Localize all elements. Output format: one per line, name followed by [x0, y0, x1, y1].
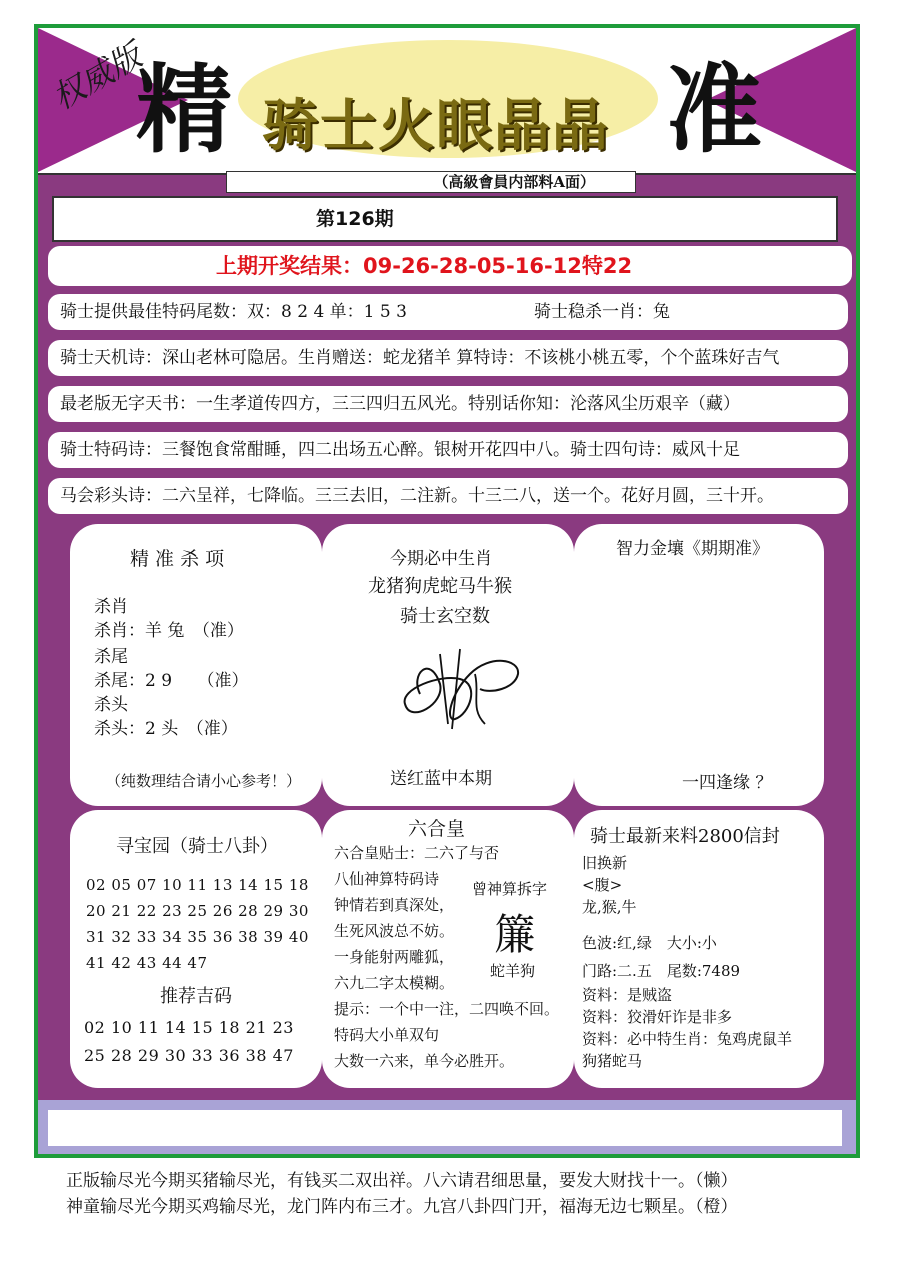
info-row: [48, 478, 848, 514]
subtitle: （高級會員内部料A面）: [226, 171, 636, 193]
recommend-row: 25 28 29 30 33 36 38 47: [84, 1046, 294, 1065]
letter-line: 色波:红,绿 大小:小: [582, 934, 717, 952]
treasure-card: [70, 810, 322, 1088]
card-title: 精 准 杀 项: [130, 548, 225, 570]
info-row: [48, 432, 848, 468]
card-title: 骑士最新来料2800信封: [590, 826, 780, 847]
lhh-line: 大数一六来，单今必胜开。: [334, 1052, 515, 1070]
lhh-line: 六九二字太模糊。: [334, 974, 455, 992]
info-row: [48, 294, 848, 330]
info-row: [48, 386, 848, 422]
header-banner: [38, 28, 856, 173]
kill-line: 杀肖：羊 兔 （准）: [94, 621, 244, 641]
lhh-line: 提示：一个中一注，二四唤不回。: [334, 1000, 560, 1018]
letter-line: 旧换新: [582, 854, 628, 872]
lhh-line: 八仙神算特码诗: [334, 870, 440, 888]
number-row: 02 05 07 10 11 13 14 15 18: [86, 876, 309, 894]
row-text: 骑士天机诗：深山老林可隐居。生肖赠送：蛇龙猪羊 算特诗：不该桃小桃五零，个个蓝珠好吉气: [60, 348, 780, 368]
kill-card: [70, 524, 322, 806]
signature-icon: [400, 634, 530, 734]
lhh-line: 钟情若到真深处，: [334, 896, 455, 914]
weekly-footer: 一四逢缘 ？: [682, 773, 773, 793]
recommend-row: 02 10 11 14 15 18 21 23: [84, 1018, 294, 1037]
letter-line: 资料：狡滑奸诈是非多: [582, 1008, 733, 1026]
letter-line: <腹>: [582, 876, 623, 894]
card-title: 六合皇: [408, 818, 466, 840]
number-row: 41 42 43 44 47: [86, 954, 208, 972]
last-result: 上期开奖结果：09-26-28-05-16-12特22: [48, 246, 852, 286]
weekly-card: [574, 524, 824, 806]
authority-stamp: 权威版: [45, 36, 149, 118]
mystic-number-label: 骑士玄空数: [400, 606, 490, 627]
letter-line: 资料：必中特生肖：兔鸡虎鼠羊: [582, 1030, 793, 1048]
card-title: 智力金壤《期期准》: [616, 539, 769, 559]
bottom-verse: 正版输尽光今期买猪输尽光，有钱买二双出祥。八六请君细思量，要发大财找十一。（懒）: [66, 1171, 738, 1191]
kill-note: （纯数理结合请小心参考！）: [106, 772, 302, 790]
row-text: 最老版无字天书：一生孝道传四方，三三四归五风光。特别话你知：沦落风尘历艰辛（藏）: [60, 394, 740, 414]
letter-line: 龙,猴,牛: [582, 898, 637, 916]
split-char: 簾: [494, 910, 537, 959]
row-text: 骑士特码诗：三餐饱食常酣睡，四二出场五心醉。银树开花四中八。骑士四句诗：威风十足: [60, 440, 740, 460]
number-row: 31 32 33 34 35 36 38 39 40: [86, 928, 309, 946]
big-char-right: 准: [666, 54, 762, 166]
letter-line: 门路:二.五 尾数:7489: [582, 962, 741, 980]
zodiac-footer: 送红蓝中本期: [390, 769, 492, 789]
kill-line: 杀头: [94, 695, 128, 715]
liuhehuang-card: [322, 810, 574, 1088]
card-title: 寻宝园（骑士八卦）: [116, 836, 278, 857]
recommend-title: 推荐吉码: [160, 986, 232, 1007]
kill-line: 杀尾：2 9 （准）: [94, 671, 249, 691]
letter-line: 狗猪蛇马: [582, 1052, 643, 1070]
zodiac-list: 龙猪狗虎蛇马牛猴: [368, 576, 512, 597]
zodiac-heading: 今期必中生肖: [390, 549, 492, 569]
page-title: 骑士火眼晶晶: [262, 93, 610, 159]
big-char-left: 精: [136, 54, 232, 166]
lhh-line: 六合皇贴士：二六了与否: [334, 844, 500, 862]
lhh-line: 特码大小单双句: [334, 1026, 440, 1044]
row-text-right: 骑士稳杀一肖：兔: [534, 302, 670, 322]
row-text: 马会彩头诗：二六呈祥，七降临。三三去旧，二注新。十三二八，送一个。花好月圆，三十开。: [60, 486, 774, 506]
info-row: [48, 340, 848, 376]
lhh-line: 生死风波总不妨。: [334, 922, 455, 940]
split-char-title: 曾神算拆字: [472, 880, 548, 898]
kill-line: 杀头：2 头 （准）: [94, 719, 238, 739]
footer-blank: [48, 1110, 842, 1146]
letter-card: [574, 810, 824, 1088]
number-row: 20 21 22 23 25 26 28 29 30: [86, 902, 309, 920]
kill-line: 杀尾: [94, 647, 128, 667]
split-char-answer: 蛇羊狗: [490, 962, 536, 980]
lhh-line: 一身能射两雕狐，: [334, 948, 455, 966]
bottom-verse: 神童输尽光今期买鸡输尽光，龙门阵内布三才。九宫八卦四门开，福海无边七颗星。（橙）: [66, 1197, 738, 1217]
kill-line: 杀肖: [94, 597, 128, 617]
row-text: 骑士提供最佳特码尾数：双：8 2 4 单：1 5 3: [60, 302, 407, 322]
issue-number: 第126期: [52, 196, 838, 242]
letter-line: 资料：是贼盗: [582, 986, 673, 1004]
